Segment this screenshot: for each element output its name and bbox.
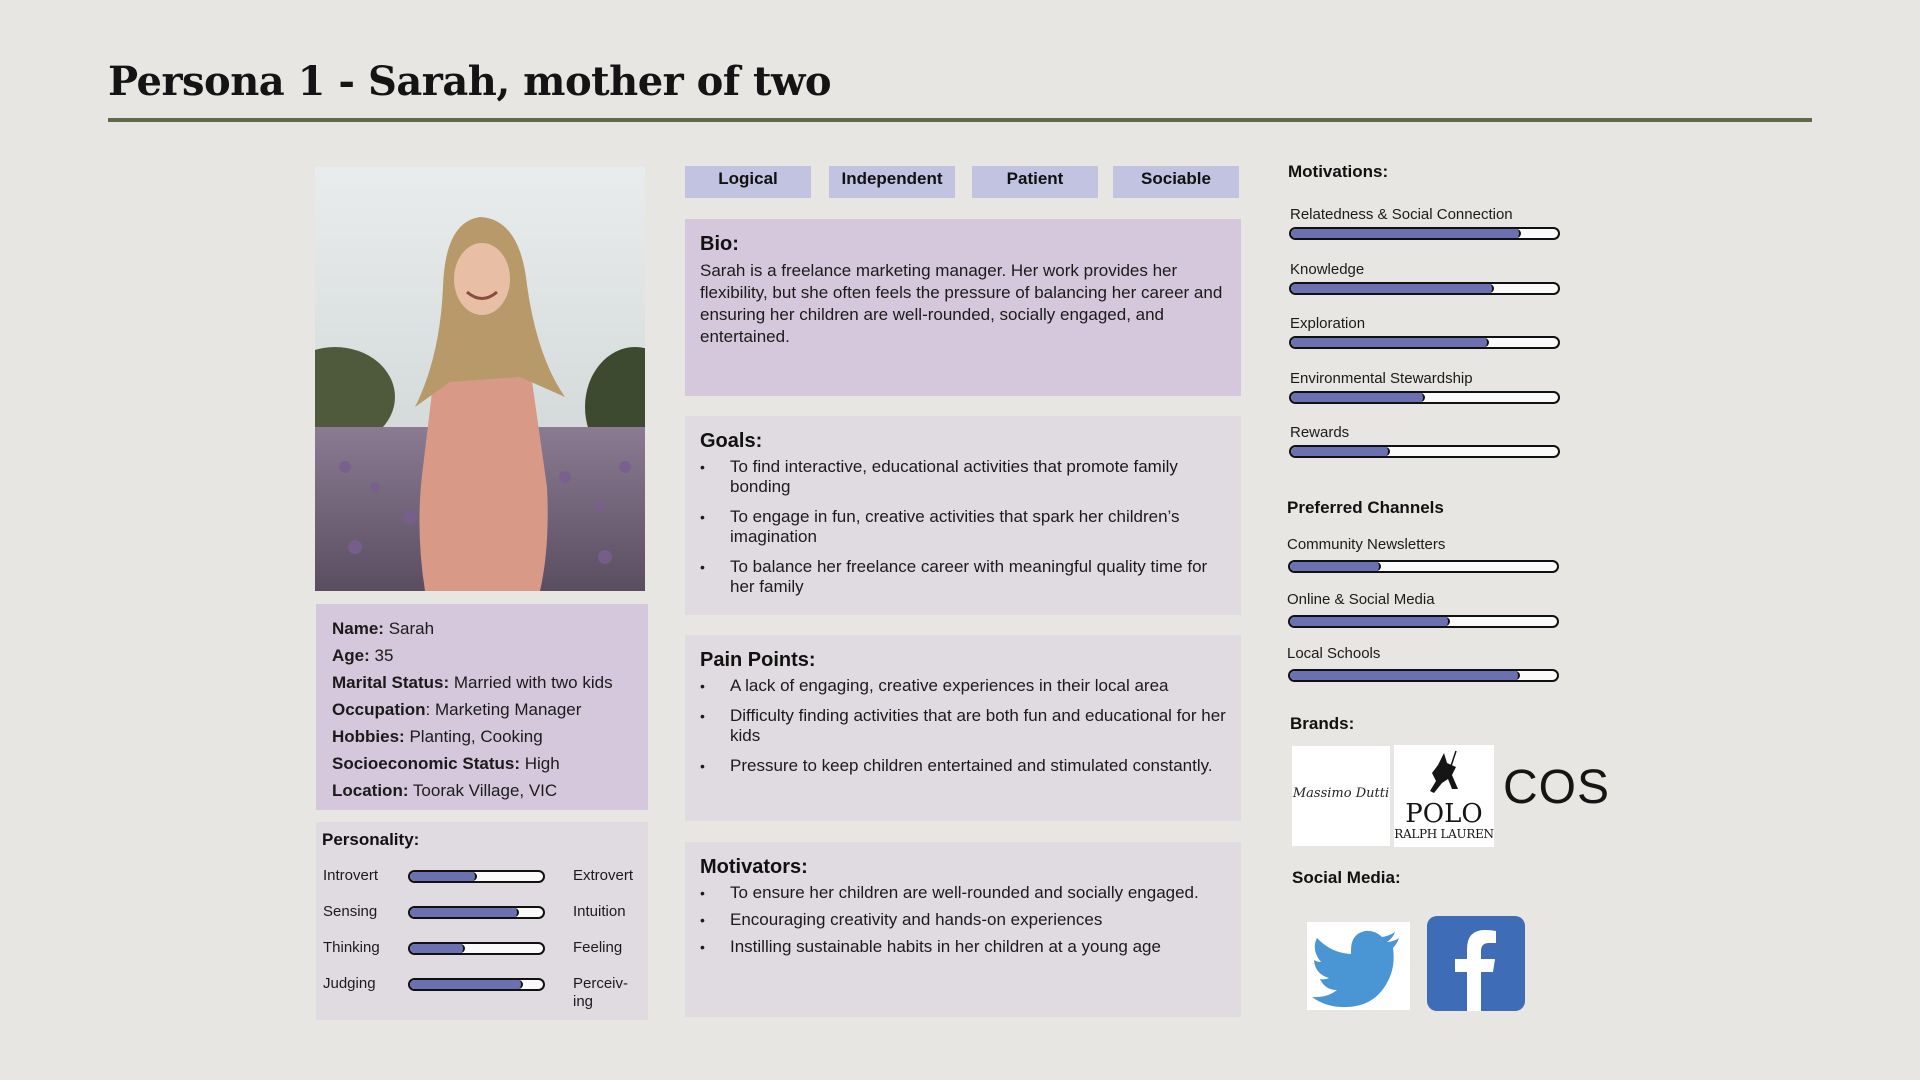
list-item: • To engage in fun, creative activities that spark her children’s imagination: [700, 507, 1226, 547]
goals-heading: Goals:: [700, 430, 763, 452]
list-item: • Pressure to keep children entertained and stimulated constantly.: [700, 756, 1226, 776]
personality-bar: [408, 906, 545, 919]
massimo-dutti-logo: Massimo Dutti: [1292, 746, 1390, 846]
motivation-label: Environmental Stewardship: [1290, 370, 1473, 387]
motivation-bar-fill: [1291, 447, 1390, 456]
list-item: • A lack of engaging, creative experiences in their local area: [700, 676, 1226, 696]
channel-bar-fill: [1290, 671, 1520, 680]
facebook-icon[interactable]: [1427, 916, 1525, 1011]
motivation-bar: [1289, 445, 1560, 458]
personality-bar-fill: [410, 872, 477, 881]
list-item: • Instilling sustainable habits in her children at a young age: [700, 937, 1226, 957]
social-media-heading: Social Media:: [1292, 868, 1401, 887]
bio-text: Sarah is a freelance marketing manager. Her work provides her flexibility, but she often feels the pressure of balancing her career and ensuring her children are well-rounded, socially engaged, and entertained.: [700, 261, 1223, 346]
motivation-label: Rewards: [1290, 424, 1350, 441]
goals-card: [685, 416, 1241, 615]
scale-left-label: Judging: [323, 975, 376, 992]
motivation-bar-fill: [1291, 284, 1494, 293]
personality-heading: Personality:: [322, 830, 420, 849]
list-item: • Encouraging creativity and hands-on experiences: [700, 910, 1226, 930]
bio-heading: Bio:: [700, 233, 739, 255]
trait-tag-sociable: Sociable: [1113, 166, 1239, 198]
channel-label: Community Newsletters: [1287, 536, 1446, 553]
personality-bar: [408, 942, 545, 955]
twitter-icon[interactable]: [1307, 922, 1410, 1010]
trait-tag-independent: Independent: [829, 166, 955, 198]
scale-left-label: Sensing: [323, 903, 378, 920]
personality-bar: [408, 978, 545, 991]
motivation-label: Exploration: [1290, 315, 1366, 332]
motivation-bar: [1289, 391, 1560, 404]
pain-points-heading: Pain Points:: [700, 649, 816, 671]
trait-tag-patient: Patient: [972, 166, 1098, 198]
personality-scale: [316, 939, 648, 975]
scale-right-label: Extrovert: [573, 867, 634, 884]
info-name: Name: Sarah: [332, 619, 435, 638]
bio-card: [685, 219, 1241, 396]
title-divider: [108, 118, 1812, 122]
brands-heading: Brands:: [1290, 714, 1355, 733]
channel-label: Online & Social Media: [1287, 591, 1435, 608]
motivation-label: Relatedness & Social Connection: [1290, 206, 1513, 223]
motivation-bar: [1289, 282, 1560, 295]
scale-right-label: Perceiv-ing: [573, 975, 629, 1010]
personality-bar-fill: [410, 980, 523, 989]
motivation-bar-fill: [1291, 229, 1521, 238]
info-hobbies: Hobbies: Planting, Cooking: [332, 727, 543, 746]
personality-scale: [316, 903, 648, 939]
motivators-heading: Motivators:: [700, 856, 808, 878]
channels-heading: Preferred Channels: [1287, 498, 1444, 517]
cos-logo: COS: [1503, 761, 1611, 814]
list-item: • To find interactive, educational activities that promote family bonding: [700, 457, 1226, 497]
list-item: • To ensure her children are well-rounded and socially engaged.: [700, 883, 1226, 903]
scale-right-label: Intuition: [573, 903, 626, 920]
scale-left-label: Introvert: [323, 867, 379, 884]
info-age: Age: 35: [332, 646, 394, 665]
motivation-label: Knowledge: [1290, 261, 1365, 278]
info-socioeconomic-status: Socioeconomic Status: High: [332, 754, 560, 773]
list-item: • Difficulty finding activities that are both fun and educational for her kids: [700, 706, 1226, 746]
scale-left-label: Thinking: [323, 939, 380, 956]
motivation-bar-fill: [1291, 338, 1489, 347]
motivations-heading: Motivations:: [1288, 162, 1389, 181]
trait-tag-logical: Logical: [685, 166, 811, 198]
info-marital-status: Marital Status: Married with two kids: [332, 673, 613, 692]
page-title: Persona 1 - Sarah, mother of two: [108, 58, 832, 105]
motivation-bar-fill: [1291, 393, 1425, 402]
motivation-bar: [1289, 336, 1560, 349]
info-location: Location: Toorak Village, VIC: [332, 781, 558, 800]
polo-ralph-lauren-logo: POLO RALPH LAUREN: [1394, 745, 1494, 847]
profile-info: [316, 604, 648, 810]
personality-scale: [316, 867, 648, 903]
persona-photo: [315, 167, 645, 591]
pain-points-card: [685, 635, 1241, 821]
info-occupation: Occupation: Marketing Manager: [332, 700, 582, 719]
personality-scale: [316, 975, 648, 1011]
personality-panel: [316, 822, 648, 1020]
list-item: • To balance her freelance career with meaningful quality time for her family: [700, 557, 1226, 597]
channel-bar-fill: [1290, 617, 1450, 626]
channel-bar-fill: [1290, 562, 1381, 571]
scale-right-label: Feeling: [573, 939, 623, 956]
personality-bar: [408, 870, 545, 883]
polo-player-icon: [1422, 749, 1466, 799]
channel-bar: [1288, 615, 1559, 628]
personality-bar-fill: [410, 944, 465, 953]
channel-label: Local Schools: [1287, 645, 1381, 662]
channel-bar: [1288, 560, 1559, 573]
motivation-bar: [1289, 227, 1560, 240]
channel-bar: [1288, 669, 1559, 682]
motivators-card: [685, 842, 1241, 1017]
personality-bar-fill: [410, 908, 519, 917]
